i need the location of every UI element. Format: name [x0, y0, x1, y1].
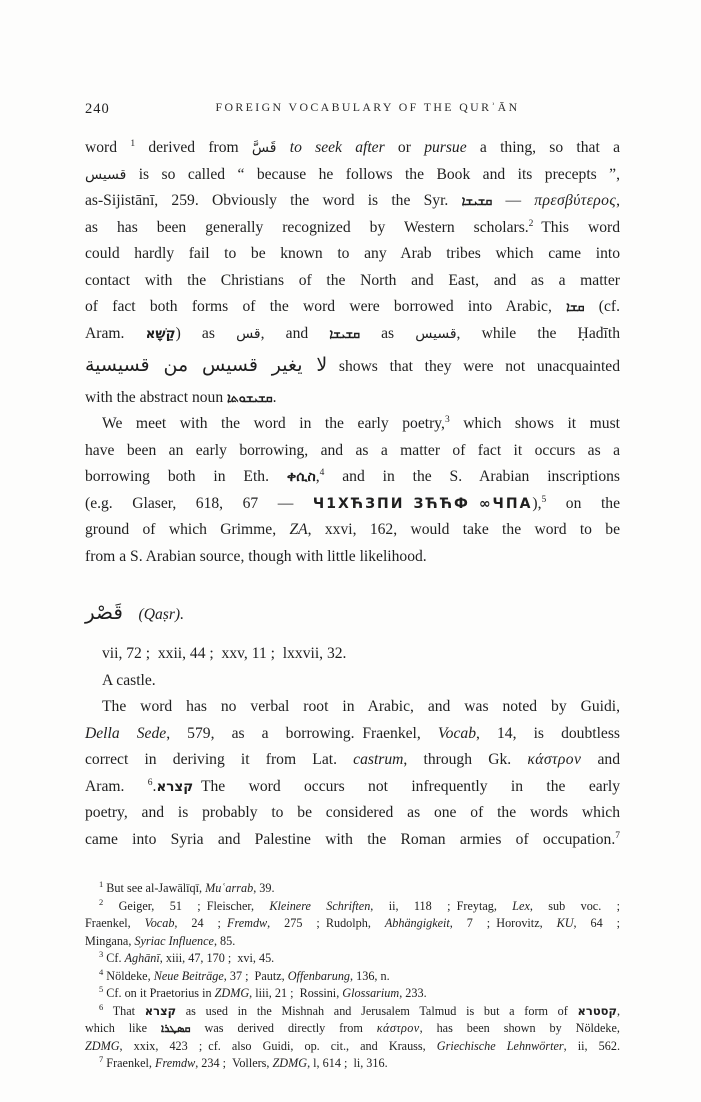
text-run: .: [272, 388, 277, 406]
footnote-2-cont: [85, 915, 620, 933]
arabic-text: قَسَّ: [251, 140, 277, 156]
italic-text: ZDMG: [214, 986, 250, 1000]
text-line: [85, 215, 620, 242]
footnote-3: [85, 950, 620, 968]
text-run: ),: [532, 494, 542, 512]
arabic-text: لا يغير قسيس من قسيسية: [85, 354, 328, 376]
italic-text: Syriac Influence: [134, 933, 214, 948]
footnote-marker: 6: [147, 777, 153, 788]
italic-text: Vocab: [144, 916, 175, 930]
text-run: poetry, and is probably to be considered as one of the words which: [85, 804, 620, 821]
footnote-marker: 1: [130, 138, 136, 149]
text-run: have been an early borrowing, and as a matter of fact it occurs as a: [85, 441, 620, 459]
paragraph-early-poetry: [85, 411, 620, 570]
page-body: [85, 135, 620, 853]
text-run: came into Syria and Palestine with the Roman armies of occupation.: [85, 830, 616, 848]
syriac-text: ܩܫܐ: [566, 299, 585, 314]
hebrew-text: קצרא: [144, 1003, 177, 1018]
hebrew-text: קסטרא: [577, 1003, 617, 1018]
text-run: which shows it must: [449, 415, 620, 432]
text-run: which like: [85, 1021, 161, 1035]
greek-text: κάστρον: [527, 751, 582, 768]
text-run: ground of which Grimme,: [85, 521, 290, 538]
text-run: , 275 ; Rudolph,: [267, 916, 385, 930]
text-run: , 136, n.: [350, 968, 390, 983]
footnotes-section: [85, 880, 620, 1073]
entry-headword-line: [85, 598, 620, 632]
text-run: , 233.: [399, 986, 427, 1000]
text-run: borrowing both in Eth.: [85, 468, 287, 485]
text-line: [85, 544, 620, 571]
text-line: [85, 491, 620, 518]
text-run: Aram.: [85, 777, 148, 795]
greek-text: κάστρον: [376, 1021, 420, 1035]
text-run: —: [492, 192, 535, 209]
text-run: .: [152, 777, 157, 795]
text-line: [85, 464, 620, 491]
arabic-text: قس: [236, 325, 261, 342]
entry-references: [85, 641, 620, 668]
text-run: Fraenkel,: [103, 1056, 156, 1070]
text-run: was derived directly from: [190, 1021, 377, 1035]
text-run: , through Gk.: [403, 751, 528, 768]
text-run: correct in deriving it from Lat.: [85, 751, 354, 768]
text-run: and in the S. Arabian inscriptions: [324, 468, 620, 485]
text-line: [85, 241, 620, 268]
text-run: a thing, so that a: [466, 139, 620, 156]
italic-text: Della Sede: [85, 724, 167, 742]
text-run: as has been generally recognized by Western scholars.: [85, 218, 529, 236]
text-run: ,: [315, 468, 320, 485]
text-run: A castle.: [102, 671, 156, 689]
footnote-marker: 7: [99, 1053, 104, 1064]
text-run: The word occurs not infrequently in the early: [193, 777, 620, 795]
text-run: , 579, as a borrowing. Fraenkel,: [166, 724, 438, 742]
hebrew-text: קצרא: [156, 778, 194, 795]
footnote-marker: 2: [528, 218, 534, 229]
text-run: [123, 606, 139, 623]
text-run: Cf.: [103, 951, 125, 965]
text-line: [85, 294, 620, 321]
text-run: is so called “ because he follows the Book and its precepts ”,: [126, 165, 620, 183]
italic-text: Fremdw: [155, 1056, 196, 1070]
text-run: as-Sijistānī, 259. Obviously the word is the Syr.: [85, 192, 462, 209]
footnote-marker: 3: [99, 948, 104, 959]
arabic-text: قسيس: [415, 325, 457, 342]
entry-gloss: [85, 668, 620, 695]
text-line: [85, 162, 620, 189]
footnote-marker: 3: [444, 414, 450, 425]
greek-text: πρεσβύτερος: [534, 192, 617, 209]
text-line: [85, 385, 620, 412]
italic-text: castrum: [353, 751, 404, 768]
italic-text: ZDMG: [272, 1056, 308, 1070]
italic-text: Offenbarung: [287, 968, 351, 983]
text-run: and: [581, 751, 620, 768]
text-line: [85, 827, 620, 854]
italic-text: (Qaṣr).: [138, 606, 185, 623]
text-run: , 24 ;: [174, 916, 227, 930]
footnote-marker: 2: [99, 896, 104, 907]
text-run: , 7 ; Horovitz,: [449, 916, 557, 930]
text-run: Geiger, 51 ; Fleischer,: [103, 898, 270, 913]
text-line: [85, 774, 620, 801]
text-run: or: [384, 139, 425, 156]
paragraph-castle: [85, 694, 620, 853]
south-arabian-text: Ч1ХЋЗПИ ЗЋЋФ ∞ЧПА: [312, 495, 533, 512]
text-run: [276, 139, 289, 156]
text-run: We meet with the word in the early poetry,: [102, 415, 445, 432]
footnote-6-cont: [85, 1020, 620, 1038]
text-run: word: [85, 139, 131, 156]
text-run: That: [103, 1003, 145, 1018]
text-run: , 39.: [253, 881, 275, 895]
text-run: ,: [616, 192, 620, 209]
hebrew-text: קַשָּׁא: [145, 325, 176, 342]
text-run: Cf. on it Praetorius in: [103, 986, 215, 1000]
page-number: 240: [85, 101, 110, 117]
text-run: This word: [533, 218, 620, 236]
text-run: could hardly fail to be known to any Arab tribes which came into: [85, 245, 620, 262]
text-run: , has been shown by Nöldeke,: [419, 1021, 620, 1035]
footnote-5: [85, 985, 620, 1003]
page-header: [85, 100, 620, 120]
text-run: from a S. Arabian source, though with little likelihood.: [85, 547, 427, 565]
syriac-text: ܩܫܝܫܘܬܐ: [227, 389, 273, 405]
text-run: (e.g. Glaser, 618, 67 —: [85, 494, 313, 512]
italic-text: Neue Beiträge: [153, 968, 224, 983]
italic-text: Lex: [512, 898, 530, 913]
text-run: But see al-Jawālīqī,: [103, 881, 206, 895]
text-run: , xxix, 423 ; cf. also Guidi, op. cit., and Krauss,: [119, 1038, 437, 1053]
text-run: shows that they were not unacquainted: [327, 358, 620, 375]
text-run: The word has no verbal root in Arabic, and was noted by Guidi,: [102, 698, 620, 715]
text-run: ) as: [175, 324, 237, 342]
arabic-text: قَصْر: [85, 600, 123, 624]
italic-text: Vocab: [437, 724, 476, 742]
text-run: Mingana,: [85, 933, 135, 948]
italic-text: KU: [556, 916, 574, 930]
footnote-6-cont: [85, 1038, 620, 1056]
italic-text: Muʿarrab: [205, 881, 254, 895]
text-run: with the abstract noun: [85, 388, 228, 406]
footnote-2: [85, 898, 620, 916]
footnote-7: [85, 1055, 620, 1073]
text-run: , liii, 21 ; Rossini,: [249, 986, 343, 1000]
text-run: as used in the Mishnah and Jerusalem Talmud is but a form of: [176, 1003, 578, 1018]
italic-text: ZDMG: [85, 1038, 120, 1053]
footnote-marker: 6: [99, 1001, 104, 1012]
text-run: vii, 72 ; xxii, 44 ; xxv, 11 ; lxxvii, 32.: [102, 645, 347, 662]
text-run: , l, 614 ; li, 316.: [307, 1056, 388, 1070]
entry-qasr: [85, 598, 620, 694]
text-line: [85, 747, 620, 774]
text-run: ,: [616, 1003, 620, 1018]
text-line: [85, 347, 620, 385]
footnote-6: [85, 1003, 620, 1021]
text-run: derived from: [135, 139, 252, 156]
text-run: contact with the Christians of the North and East, and as a matter: [85, 271, 620, 289]
text-run: , while the Ḥadīth: [456, 324, 620, 342]
italic-text: Glossarium: [342, 986, 400, 1000]
text-run: , 234 ; Vollers,: [195, 1056, 273, 1070]
italic-text: Kleinere Schriften: [269, 898, 371, 913]
text-line: [85, 694, 620, 721]
italic-text: to seek after: [289, 139, 385, 156]
text-run: , xxvi, 162, would take the word to be: [307, 521, 620, 538]
text-run: as: [359, 324, 416, 342]
text-run: Nöldeke,: [103, 968, 154, 983]
italic-text: Aghānī: [124, 951, 160, 965]
footnote-marker: 7: [615, 830, 620, 841]
text-run: of fact both forms of the word were borrowed into Arabic,: [85, 298, 567, 315]
text-run: , ii, 562.: [563, 1038, 620, 1053]
italic-text: Abhängigkeit: [384, 916, 450, 930]
footnote-marker: 5: [99, 983, 104, 994]
text-run: , and: [260, 324, 330, 342]
text-line: [85, 517, 620, 544]
text-run: (cf.: [584, 298, 620, 315]
footnote-marker: 4: [319, 467, 325, 478]
text-line: [85, 438, 620, 465]
text-run: , ii, 118 ; Freytag,: [370, 898, 513, 913]
text-line: [85, 721, 620, 748]
italic-text: Fremdw: [227, 916, 268, 930]
paragraph-qass-continuation: [85, 135, 620, 411]
text-run: , 37 ; Pautz,: [223, 968, 288, 983]
ethiopic-text: ቀሲስ: [286, 469, 316, 485]
text-run: , 85.: [213, 933, 236, 948]
text-line: [85, 188, 620, 215]
italic-text: ZA: [289, 521, 308, 538]
footnote-2-cont: [85, 933, 620, 951]
text-run: , 64 ;: [573, 916, 620, 930]
text-run: , xiii, 47, 170 ; xvi, 45.: [159, 951, 275, 965]
footnote-marker: 5: [541, 494, 547, 505]
running-title: FOREIGN VOCABULARY OF THE QURʾĀN: [215, 100, 520, 114]
footnote-1: [85, 880, 620, 898]
footnote-marker: 4: [99, 966, 104, 977]
text-run: , sub voc. ;: [529, 898, 621, 913]
arabic-text: قسيس: [85, 166, 127, 183]
text-run: on the: [546, 494, 620, 512]
text-run: Aram.: [85, 324, 146, 342]
footnote-4: [85, 968, 620, 986]
footnote-marker: 1: [99, 878, 104, 889]
text-line: [85, 321, 620, 348]
italic-text: pursue: [424, 139, 467, 156]
text-run: Fraenkel,: [85, 916, 145, 930]
text-line: [85, 268, 620, 295]
text-line: [85, 800, 620, 827]
text-line: [85, 135, 620, 162]
text-line: [85, 411, 620, 438]
syriac-text: ܩܫܝܫܐ: [461, 193, 493, 208]
text-run: , 14, is doubtless: [476, 724, 620, 742]
syriac-text: ܩܣܛܪܐ: [160, 1022, 191, 1035]
italic-text: Griechische Lehnwörter: [436, 1038, 564, 1053]
syriac-text: ܩܫܝܫܐ: [329, 325, 360, 341]
